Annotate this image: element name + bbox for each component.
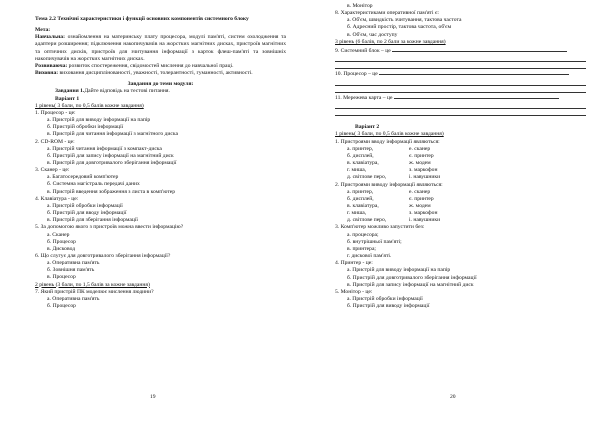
answer-option: в. Об'єм, час доступу: [347, 31, 398, 38]
answer-option: з. маркофон: [409, 210, 438, 217]
variant-1-heading: Варіант 1: [55, 95, 80, 102]
question-5-options: [335, 296, 586, 310]
answer-option: і. навушники: [409, 174, 441, 181]
upbringing-text: виховання дисциплінованості, уважності, толерантності, гуманності, активності.: [59, 70, 253, 77]
answer-option: а. Пристрій обробки інформації: [47, 202, 123, 209]
answer-option: а. Пристрій для виводу інформації на папір: [47, 117, 151, 124]
answer-option: б. Процесор: [47, 303, 76, 310]
answer-line[interactable]: [335, 86, 586, 93]
answer-option: б. Системна магістраль передачі даних: [47, 181, 140, 188]
test-questions-list: [35, 103, 286, 311]
question-text: 5. За допомогою якого з пристроїв можна ввести інформацію?: [35, 224, 184, 231]
answer-option-row: [335, 174, 586, 181]
answer-option: а. Пристрій обробки інформації: [347, 296, 423, 302]
question-text: 8. Характеристиками оперативної пам'яті є:: [335, 10, 439, 17]
question-4-options: [335, 267, 586, 288]
answer-option: а. Оперативна пам'ять: [47, 260, 100, 267]
answer-option-row: [335, 210, 586, 217]
question-2-options: [335, 189, 586, 225]
developmental-text: розвиток спостереження, свідомостей мислення до навчальної праці.: [68, 62, 234, 69]
answer-option: ж. модем: [409, 202, 431, 209]
answer-option: б. дисплей,: [347, 152, 374, 159]
answer-option: б. Пристрій для вводу інформації: [47, 210, 127, 217]
page-number-left: 19: [150, 394, 156, 400]
level-1-heading: 1 рівень( 3 бали, по 0,5 балів кожне завдання): [335, 131, 444, 138]
answer-option: д. світлове перо,: [347, 174, 387, 181]
answer-option-row: [335, 153, 586, 160]
answer-option: в. Пристрій для зберігання інформації: [47, 217, 138, 224]
answer-option: г. дискової пам'яті.: [347, 253, 392, 260]
question-1: 1. Пристроями вводу інформації являються:: [335, 138, 440, 145]
answer-option: е. сканер: [409, 188, 431, 195]
answer-option: в. Пристрій для довготривалого зберігання інформації: [47, 159, 177, 166]
tasks-title: Завдання до теми модуля:: [127, 81, 194, 88]
answer-option: в. Процесор: [47, 274, 76, 281]
answer-option: в. Пристрій введення зображення з листа в комп'ютер: [47, 188, 176, 195]
page-number-right: 20: [450, 394, 456, 400]
answer-option-row: [335, 196, 586, 203]
question-text: 7. Який пристрій ПК моделює мислення людини?: [35, 288, 154, 295]
level-heading: 3 рівень (6 балів, по 2 бали за кожне завдання): [335, 38, 446, 45]
answer-option: а. Сканер: [47, 231, 70, 238]
answer-option-row: [335, 167, 586, 174]
right-page: [300, 0, 600, 424]
developmental-label: Розвиваюча:: [35, 62, 68, 69]
answer-option: а. принтер,: [347, 145, 374, 152]
answer-option: в. Пристрій для читання інформації з магнітного диска: [47, 131, 178, 138]
answer-option: б. Пристрій для виводу інформації: [347, 303, 430, 310]
question-3: 3. Комп'ютер можливо запустити без:: [335, 224, 425, 231]
answer-option-row: [335, 146, 586, 153]
answer-option: і. навушники: [409, 217, 441, 224]
question-8-block: [335, 3, 586, 46]
question-5: 5. Монітор - це:: [335, 288, 373, 295]
question-9-text: 9. Системний блок – це: [335, 47, 391, 54]
answer-option: б. Пристрій для запису інформації на магнітний диск: [47, 152, 174, 159]
answer-line[interactable]: [335, 79, 586, 86]
educational-text: ознайомлення на материнську плату процесора, модулі пам'яті, систем охолодження та адаптери розширення; підключення накопичувачів на жорстких магнітних дисках, пристроїв магнітних та оптичних дисків, пристроїв для зчитування інформації з карток флеш-пам'яті та зовнішніх накопичувачів на жорстких магнітних дисках.: [35, 34, 286, 62]
answer-option: а. принтер,: [347, 188, 374, 195]
question-text: 2. CD-ROM - це:: [35, 138, 75, 145]
goal-upbringing: [35, 70, 286, 77]
question-11-text: 11. Мережева карта – це: [335, 94, 393, 101]
variant-2-heading: Варіант 2: [355, 124, 380, 131]
answer-line[interactable]: [335, 109, 586, 116]
topic-title: Тема 2.2 Технічні характеристики і функції основних компонентів системного блоку: [35, 16, 249, 22]
task1-label: Завдання 1.: [55, 88, 85, 95]
answer-option: г. миша,: [347, 167, 367, 174]
answer-option-row: [335, 217, 586, 224]
answer-option: є. принтер: [409, 195, 434, 202]
question-11: [335, 93, 586, 102]
answer-option: з. маркофон: [409, 167, 438, 174]
question-text: 1. Процесор - це:: [35, 109, 76, 116]
answer-line[interactable]: [335, 55, 586, 62]
answer-option: в. Пристрій для запису інформації на магнітний диск: [347, 281, 474, 288]
question-4: 4. Принтер - це:: [335, 260, 373, 267]
answer-option: а. Об'єм, швидкість зчитування, тактова частота: [347, 17, 462, 24]
answer-blank[interactable]: [394, 93, 559, 99]
answer-option: ж. модем: [409, 160, 431, 167]
answer-option: б. внутрішньої пам'яті;: [347, 238, 402, 245]
question-text: 6. Що слугує для довготривалого зберігання інформації?: [35, 253, 171, 259]
task1-text: Дайте відповідь на тестові питання.: [84, 88, 170, 95]
answer-option-row: [335, 203, 586, 210]
goal-educational: [35, 34, 286, 63]
answer-line[interactable]: [335, 62, 586, 69]
question-text: 4. Клавіатура - це:: [35, 195, 79, 202]
level-heading: 2 рівень (3 бали, по 1,5 балів за кожне завдання): [35, 281, 150, 288]
question-1-options: [335, 146, 586, 182]
answer-option: в. Монітор: [347, 3, 373, 9]
answer-option: б. Пристрій обробки інформації: [47, 124, 124, 131]
answer-option: б. Процесор: [47, 238, 76, 245]
question-2: 2. Пристроями виводу інформації являються:: [335, 181, 443, 188]
goal-label: Мета:: [35, 27, 51, 34]
goal-developmental: [35, 63, 286, 70]
answer-option: а. Пристрій для виводу інформації на папір: [347, 267, 451, 274]
question-3-options: [335, 232, 586, 261]
answer-option: е. сканер: [409, 145, 431, 152]
answer-option: в. принтера;: [347, 245, 376, 252]
question-10-text: 10. Процесор – це: [335, 71, 378, 78]
level-heading: 1 рівень( 3 бали, по 0,5 балів кожне завдання): [35, 102, 144, 109]
answer-option: а. Пристрій читання інформації з компакт-диска: [47, 145, 162, 152]
task1-heading: [35, 88, 286, 95]
answer-option: г. миша,: [347, 210, 367, 217]
answer-option: а. Багатосередовий комп'ютер: [47, 174, 119, 181]
answer-option: б. дисплей,: [347, 195, 374, 202]
answer-line[interactable]: [335, 102, 586, 109]
answer-option-row: [335, 160, 586, 167]
educational-label: Навчальна:: [35, 34, 65, 41]
answer-option: б. Адресний простір, тактова частота, об'єм: [347, 24, 452, 31]
answer-blank[interactable]: [392, 46, 567, 52]
answer-option: а. Оперативна пам'ять: [47, 295, 100, 302]
answer-option: є. принтер: [409, 152, 434, 159]
answer-option-row: [335, 189, 586, 196]
question-10: [335, 69, 586, 78]
answer-option: в. Дисковод: [47, 245, 76, 252]
question-9: [335, 46, 586, 55]
answer-option: б. Зовнішня пам'ять: [47, 267, 95, 274]
answer-option: д. світлове перо,: [347, 217, 387, 224]
answer-option: в. клавіатура,: [347, 202, 379, 209]
answer-option: а. процесора;: [347, 231, 379, 238]
answer-option: б. Пристрій для довготривалого зберігання інформації: [347, 274, 477, 281]
answer-blank[interactable]: [379, 69, 569, 75]
upbringing-label: Виховна:: [35, 70, 59, 77]
question-text: 3. Сканер - це:: [35, 167, 70, 174]
answer-option: в. клавіатура,: [347, 160, 379, 167]
